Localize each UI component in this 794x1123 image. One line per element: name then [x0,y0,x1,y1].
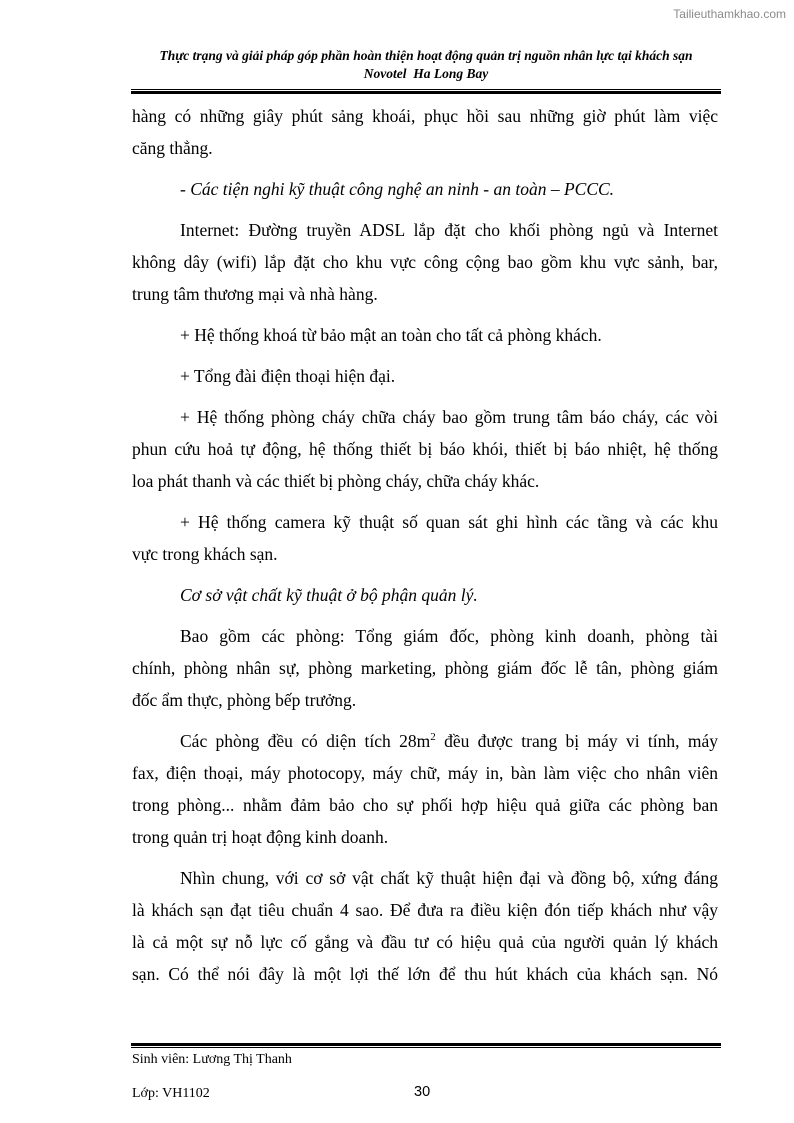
footer-student: Sinh viên: Lương Thị Thanh [132,1052,292,1067]
paragraph-9 [132,620,718,716]
footer-class: Lớp: VH1102 [132,1086,210,1101]
paragraph-7 [132,506,718,570]
text-line: trung tâm thương mại và nhà hàng. [132,284,378,304]
text-line: Internet: Đường truyền ADSL lắp đặt cho khối phòng ngủ và Internet [180,220,718,240]
text-line: không dây (wifi) lắp đặt cho khu vực công cộng bao gồm khu vực sảnh, bar, [132,252,718,272]
paragraph-10 [132,725,718,853]
document-body [132,100,718,990]
paragraph-2-subheading: - Các tiện nghi kỹ thuật công nghệ an ninh - an toàn – PCCC. [180,179,615,199]
page-number: 30 [414,1084,431,1100]
watermark: Tailieuthamkhao.com [673,7,786,21]
superscript: 2 [430,731,436,744]
text-line: trong quản trị hoạt động kinh doanh. [132,827,389,847]
header-title-line1: Thực trạng và giải pháp góp phần hoàn thiện hoạt động quản trị nguồn nhân lực tại khách sạn [159,48,693,63]
text-line: là khách sạn đạt tiêu chuẩn 4 sao. Để đưa ra điều kiện đón tiếp khách như vậy [132,900,718,920]
text-line: sạn. Có thể nói đây là một lợi thế lớn để thu hút khách của khách sạn. Nó [132,964,718,984]
paragraph-8-subheading: Cơ sở vật chất kỹ thuật ở bộ phận quản lý. [180,585,478,605]
header-rule [131,89,721,94]
paragraph-5: + Tổng đài điện thoại hiện đại. [180,366,396,386]
text-line: + Hệ thống phòng cháy chữa cháy bao gồm trung tâm báo cháy, các vòi [180,407,718,427]
text-line: Bao gồm các phòng: Tổng giám đốc, phòng kinh doanh, phòng tài [180,626,718,646]
text-line: fax, điện thoại, máy photocopy, máy chữ, máy in, bàn làm việc cho nhân viên [132,763,718,783]
text-fragment: Các phòng đều có diện tích 28m [180,731,431,751]
text-line: hàng có những giây phút sảng khoái, phục hồi sau những giờ phút làm việc [132,106,718,126]
text-line [132,725,718,757]
text-line: phun cứu hoả tự động, hệ thống thiết bị báo khói, thiết bị báo nhiệt, hệ thống [132,439,718,459]
text-line: vực trong khách sạn. [132,544,278,564]
paragraph-6 [132,401,718,497]
footer-rule [131,1043,721,1048]
text-line: + Hệ thống camera kỹ thuật số quan sát ghi hình các tầng và các khu [180,512,718,532]
text-line: Nhìn chung, với cơ sở vật chất kỹ thuật hiện đại và đồng bộ, xứng đáng [180,868,718,888]
text-line: trong phòng... nhằm đảm bảo cho sự phối hợp hiệu quả giữa các phòng ban [132,795,718,815]
text-line: loa phát thanh và các thiết bị phòng cháy, chữa cháy khác. [132,471,540,491]
paragraph-1 [132,100,718,164]
header-title-line2: Novotel Ha Long Bay [363,66,489,81]
paragraph-4: + Hệ thống khoá từ bảo mật an toàn cho tất cả phòng khách. [180,325,602,345]
text-line: là cả một sự nỗ lực cố gắng và đầu tư có hiệu quả của người quản lý khách [132,932,718,952]
text-fragment: đều được trang bị máy vi tính, máy [435,731,718,751]
text-line: đốc ẩm thực, phòng bếp trưởng. [132,690,357,710]
text-line: căng thẳng. [132,138,213,158]
text-line: chính, phòng nhân sự, phòng marketing, phòng giám đốc lễ tân, phòng giám [132,658,718,678]
paragraph-11 [132,862,718,990]
page-header [128,47,724,83]
paragraph-3 [132,214,718,310]
